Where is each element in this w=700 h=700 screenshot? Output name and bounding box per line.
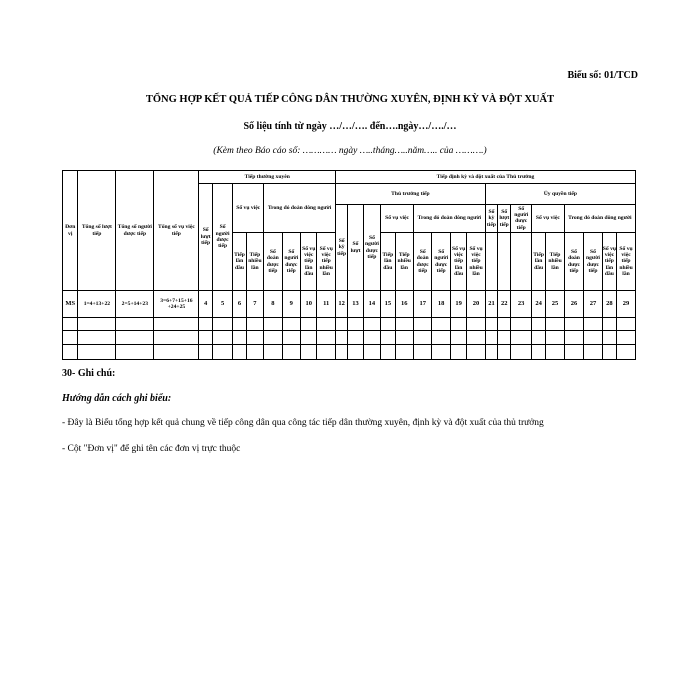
header-tong-so-vu: Tổng số vụ việc tiếp [154,171,199,291]
header-tong-so-nguoi: Tổng số người được tiếp [116,171,154,291]
header-blank [485,233,497,291]
col-number: 25 [546,291,564,317]
col-number: 22 [498,291,511,317]
formula-col-1: 1=4+13+22 [78,291,116,317]
col-number: 24 [531,291,545,317]
header-vu-viec-lan-dau: Số vụ việc tiếp lần đầu [450,233,466,291]
guide-heading: Hướng dẫn cách ghi biểu: [62,393,172,404]
col-number: 16 [395,291,413,317]
col-number: 26 [564,291,583,317]
header-tong-so-luot: Tổng số lượt tiếp [78,171,116,291]
col-number: 14 [363,291,380,317]
row-code: MS [63,291,78,317]
notes-heading: 30- Ghi chú: [62,368,116,379]
col-number: 19 [450,291,466,317]
header-so-doan: Số đoàn được tiếp [264,233,282,291]
header-blank [511,233,532,291]
col-number: 28 [602,291,616,317]
header-tiep-lan-dau: Tiếp lần đầu [381,233,395,291]
col-number: 11 [317,291,336,317]
header-so-ky-tiep: Số kỳ tiếp [485,204,497,232]
col-number: 6 [233,291,246,317]
formula-col-3: 3=6+7+15+16 +24+25 [154,291,199,317]
header-vu-viec-lan-dau: Số vụ việc tiếp lần đầu [301,233,317,291]
header-so-vu-viec: Số vụ việc [233,183,264,232]
header-so-luot-tiep: Số lượt tiếp [498,204,511,232]
header-so-vu-viec: Số vụ việc [531,204,564,232]
header-so-doan: Số đoàn được tiếp [413,233,431,291]
col-number: 20 [467,291,485,317]
col-number: 29 [617,291,636,317]
guide-line-1: - Đây là Biểu tổng hợp kết quả chung về tiếp công dân qua công tác tiếp dân thường xuyên, định kỳ và đột xuất của thủ trưởng [62,418,544,428]
header-vu-viec-nhieu-lan: Số vụ việc tiếp nhiều lần [617,233,636,291]
header-thu-truong-tiep: Thủ trưởng tiếp [336,183,486,204]
col-number: 8 [264,291,282,317]
header-tiep-dinh-ky: Tiếp định kỳ và đột xuất của Thủ trưởng [336,171,636,184]
col-number: 9 [282,291,300,317]
header-so-nguoi-duoc-tiep: Số người được tiếp [212,183,233,291]
col-number: 12 [336,291,348,317]
header-trong-do-doan: Trong đó đoàn đông người [564,204,635,232]
header-so-vu-viec: Số vụ việc [381,204,414,232]
col-number: 5 [212,291,233,317]
header-tiep-thuong-xuyen: Tiếp thường xuyên [199,171,336,184]
form-code: Biểu số: 01/TCD [567,70,638,81]
header-tiep-nhieu-lan: Tiếp nhiều lần [395,233,413,291]
col-number: 4 [199,291,212,317]
col-number: 15 [381,291,395,317]
blank-data-row [63,331,636,345]
col-number: 10 [301,291,317,317]
guide-line-2: - Cột "Đơn vị" để ghi tên các đơn vị trực thuộc [62,444,241,454]
header-trong-do-doan: Trong đó đoàn đông người [264,183,336,232]
header-blank [498,233,511,291]
header-don-vi: Đơn vị [63,171,78,291]
header-tiep-lan-dau: Tiếp lần đầu [531,233,545,291]
report-period: Số liệu tính từ ngày …/…/…. đến….ngày…/…./… [243,121,457,132]
attachment-note: (Kèm theo Báo cáo số: ………… ngày …..tháng…..năm….. của ……….) [213,146,487,156]
header-vu-viec-lan-dau: Số vụ việc tiếp lần đầu [602,233,616,291]
header-tiep-nhieu-lan: Tiếp nhiều lần [546,233,564,291]
col-number: 21 [485,291,497,317]
col-number: 7 [246,291,263,317]
header-so-nguoi: Số người được tiếp [584,233,602,291]
header-so-luot: Số lượt [348,204,363,290]
header-so-nguoi-duoc-tiep: Số người được tiếp [511,204,532,232]
col-number: 18 [432,291,450,317]
col-number: 27 [584,291,602,317]
col-number: 17 [413,291,431,317]
header-so-ky-tiep: Số kỳ tiếp [336,204,348,290]
header-trong-do-doan: Trong đó đoàn đông người [413,204,485,232]
header-uy-quyen-tiep: Ủy quyền tiếp [485,183,635,204]
header-vu-viec-nhieu-lan: Số vụ việc tiếp nhiều lần [317,233,336,291]
formula-col-2: 2=5+14+23 [116,291,154,317]
col-number: 13 [348,291,363,317]
header-so-doan: Số đoàn được tiếp [564,233,583,291]
header-tiep-nhieu-lan: Tiếp nhiều lần [246,233,263,291]
blank-data-row [63,317,636,331]
report-title: TỔNG HỢP KẾT QUẢ TIẾP CÔNG DÂN THƯỜNG XUYÊN, ĐỊNH KỲ VÀ ĐỘT XUẤT [145,94,555,105]
header-so-luot-tiep: Số lượt tiếp [199,183,212,291]
header-tiep-lan-dau: Tiếp lần đầu [233,233,246,291]
header-so-nguoi: Số người được tiếp [432,233,450,291]
header-so-nguoi-duoc-tiep: Số người được tiếp [363,204,380,290]
header-vu-viec-nhieu-lan: Số vụ việc tiếp nhiều lần [467,233,485,291]
blank-data-row [63,345,636,360]
col-number: 23 [511,291,532,317]
report-table [62,170,636,360]
header-so-nguoi: Số người được tiếp [282,233,300,291]
